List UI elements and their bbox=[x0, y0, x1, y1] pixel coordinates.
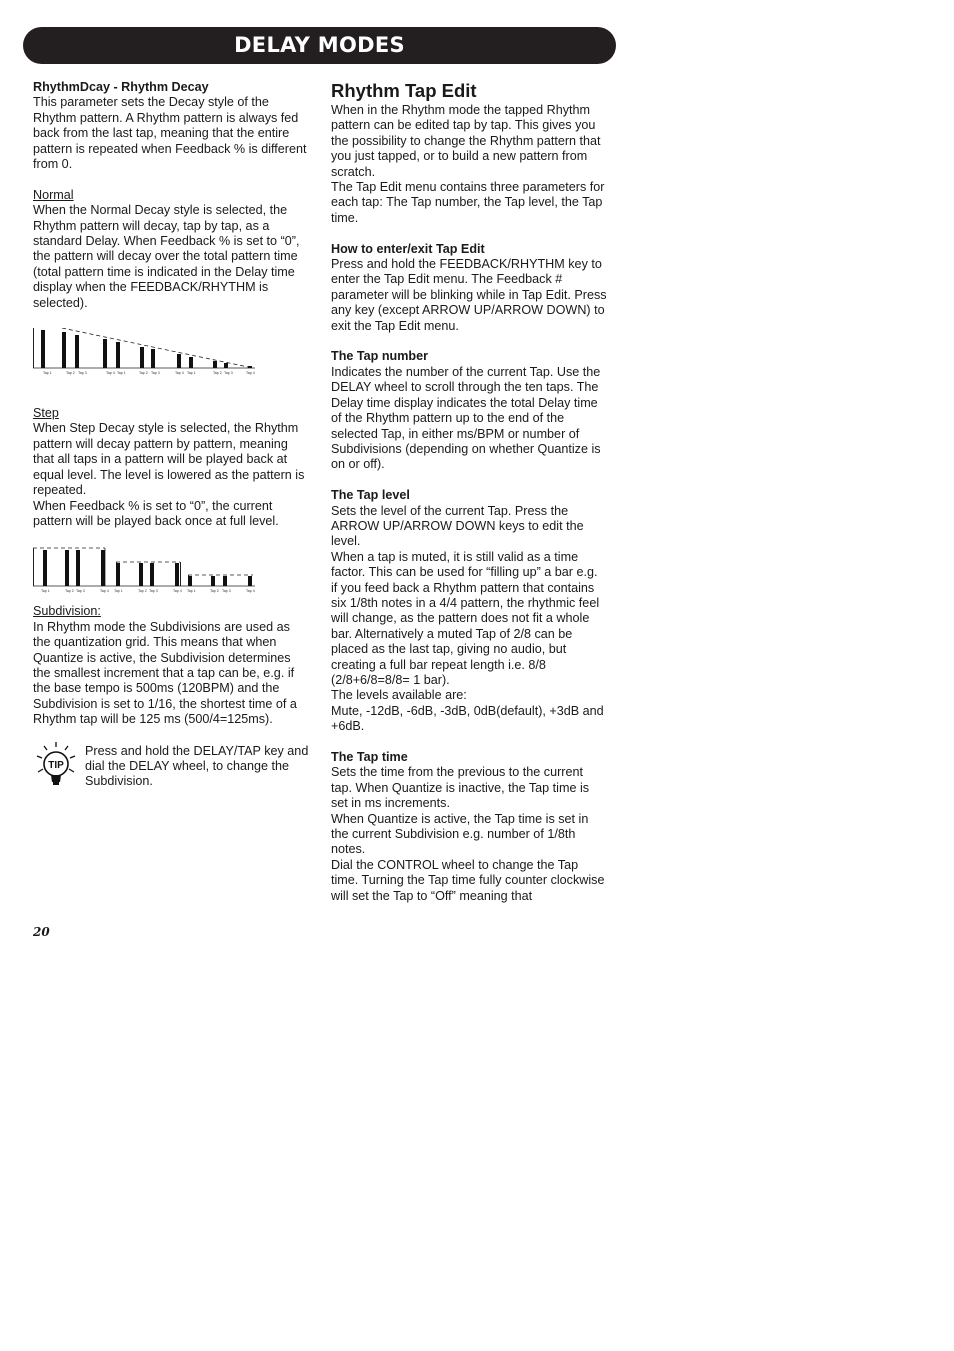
normal-decay-figure bbox=[33, 328, 263, 380]
normal-figure-label: Tap 1 bbox=[117, 371, 126, 376]
page-number: 20 bbox=[33, 925, 50, 939]
tap-level-body: Sets the level of the current Tap. Press the ARROW UP/ARROW DOWN keys to edit the level. bbox=[331, 503, 584, 549]
normal-figure-label: Tap 2 bbox=[139, 371, 148, 376]
left-column bbox=[33, 80, 309, 792]
step-figure-label: Tap 2 bbox=[65, 589, 74, 594]
rhythm-decay-body: This parameter sets the Decay style of the Rhythm pattern. A Rhythm pattern is always fed back from the last tap, meaning that the entire pattern is repeated when Feedback % is different from 0. bbox=[33, 95, 307, 172]
step-decay-figure bbox=[33, 546, 263, 596]
step-figure-label: Tap 2 bbox=[210, 589, 219, 594]
normal-figure-label: Tap 2 bbox=[66, 371, 75, 376]
normal-figure-label: Tap 1 bbox=[187, 371, 196, 376]
step-figure-label: Tap 3 bbox=[76, 589, 85, 594]
subdivision-body: In Rhythm mode the Subdivisions are used as the quantization grid. This means that when Quantize is active, the Subdivision determines the smallest increment that a tap can be, e.g. if the base tempo is 500ms (120BPM) and the Subdivision is set to 1/16, the shortest time of a Rhythm tap will be 125 ms (500/4=125ms). bbox=[33, 619, 297, 727]
enter-exit-body: Press and hold the FEEDBACK/RHYTHM key to enter the Tap Edit menu. The Feedback # parameter will be blinking while in Tap Edit. Press any key (except ARROW UP/ARROW DOWN) to exit the Tap Edit menu. bbox=[331, 257, 607, 333]
tap-time-body: When Quantize is active, the Tap time is set in the current Subdivision e.g. number of 1/8th notes. bbox=[331, 811, 589, 857]
normal-figure-label: Tap 4 bbox=[246, 371, 255, 376]
normal-figure-label: Tap 2 bbox=[213, 371, 222, 376]
tap-number-heading: The Tap number bbox=[331, 349, 429, 364]
normal-figure-label: Tap 3 bbox=[224, 371, 233, 376]
subdivision-heading: Subdivision: bbox=[33, 604, 101, 619]
normal-figure-label: Tap 3 bbox=[78, 371, 87, 376]
step-figure-label: Tap 1 bbox=[114, 589, 123, 594]
tap-time-body: Dial the CONTROL wheel to change the Tap time. Turning the Tap time fully counter clockwise will set the Tap to “Off” meaning that bbox=[331, 857, 605, 903]
tip-label: TIP bbox=[48, 759, 64, 771]
normal-figure-label: Tap 4 bbox=[175, 371, 184, 376]
step-figure-label: Tap 4 bbox=[173, 589, 182, 594]
step-figure-label: Tap 3 bbox=[149, 589, 158, 594]
tap-level-body: The levels available are: bbox=[331, 688, 467, 703]
step-body-1: When Step Decay style is selected, the Rhythm pattern will decay pattern by pattern, meaning that all taps in a pattern will be played back at equal level. The level is lowered as the pattern is repeated. bbox=[33, 421, 305, 498]
tap-level-body: Mute, -12dB, -6dB, -3dB, 0dB(default), +3dB and +6dB. bbox=[331, 703, 604, 734]
step-body-2: When Feedback % is set to “0”, the current pattern will be played back once at full level. bbox=[33, 498, 279, 528]
page-title: DELAY MODES bbox=[234, 33, 405, 57]
rhythm-tap-edit-title: Rhythm Tap Edit bbox=[331, 80, 477, 101]
step-figure-label: Tap 3 bbox=[222, 589, 231, 594]
tip-text: Press and hold the DELAY/TAP key and dial the DELAY wheel, to change the Subdivision. bbox=[85, 743, 309, 789]
step-heading: Step bbox=[33, 406, 59, 421]
tip-box bbox=[33, 744, 309, 792]
intro-paragraph: The Tap Edit menu contains three parameters for each tap: The Tap number, the Tap level, the Tap time. bbox=[331, 180, 605, 225]
step-figure-label: Tap 1 bbox=[187, 589, 196, 594]
normal-body: When the Normal Decay style is selected, the Rhythm pattern will decay, tap by tap, as a standard Delay. When Feedback % is set to “0”, the pattern will decay over the total pattern time (total pattern time is indicated in the Delay time display when the FEEDBACK/RHYTHM is selected). bbox=[33, 203, 300, 310]
tap-number-body: Indicates the number of the current Tap. Use the DELAY wheel to scroll through the ten taps. The Delay time display indicates the total Delay time of the Rhythm pattern up to the end of the selected Tap, in either ms/BPM or number of Subdivisions (depending on whether Quantize is on or off). bbox=[331, 364, 601, 472]
right-column bbox=[331, 80, 607, 904]
intro-paragraph: When in the Rhythm mode the tapped Rhythm pattern can be edited tap by tap. This gives you the possibility to change the Rhythm pattern that you just tapped, or to build a new pattern from scratch. bbox=[331, 103, 601, 179]
tap-level-heading: The Tap level bbox=[331, 488, 410, 503]
tap-level-body: When a tap is muted, it is still valid as a time factor. This can be used for “filling up” a bar e.g. if you feed back a Rhythm pattern that contains six 1/8th notes in a 4/4 pattern, the rhythmic feel will change, as the pattern does not fit a whole bar. Alternatively a muted Tap of 2/8 can be placed as the last tap, giving no audio, but creating a full bar repeat length i.e. 8/8 (2/8+6/8=8/8= 1 bar). bbox=[331, 549, 600, 687]
normal-figure-label: Tap 1 bbox=[43, 371, 52, 376]
rhythm-decay-heading: RhythmDcay - Rhythm Decay bbox=[33, 80, 209, 94]
tap-time-heading: The Tap time bbox=[331, 750, 408, 764]
normal-heading: Normal bbox=[33, 187, 74, 202]
step-figure-label: Tap 4 bbox=[100, 589, 109, 594]
enter-exit-heading: How to enter/exit Tap Edit bbox=[331, 241, 485, 256]
step-figure-label: Tap 2 bbox=[138, 589, 147, 594]
normal-figure-label: Tap 3 bbox=[151, 371, 160, 376]
normal-figure-label: Tap 4 bbox=[106, 371, 115, 376]
step-figure-label: Tap 1 bbox=[41, 589, 50, 594]
header-bar bbox=[23, 27, 616, 64]
step-figure-label: Tap 4 bbox=[246, 589, 255, 594]
tap-time-body: Sets the time from the previous to the current tap. When Quantize is inactive, the Tap time is set in ms increments. bbox=[331, 765, 590, 811]
lightbulb-icon bbox=[35, 740, 77, 790]
